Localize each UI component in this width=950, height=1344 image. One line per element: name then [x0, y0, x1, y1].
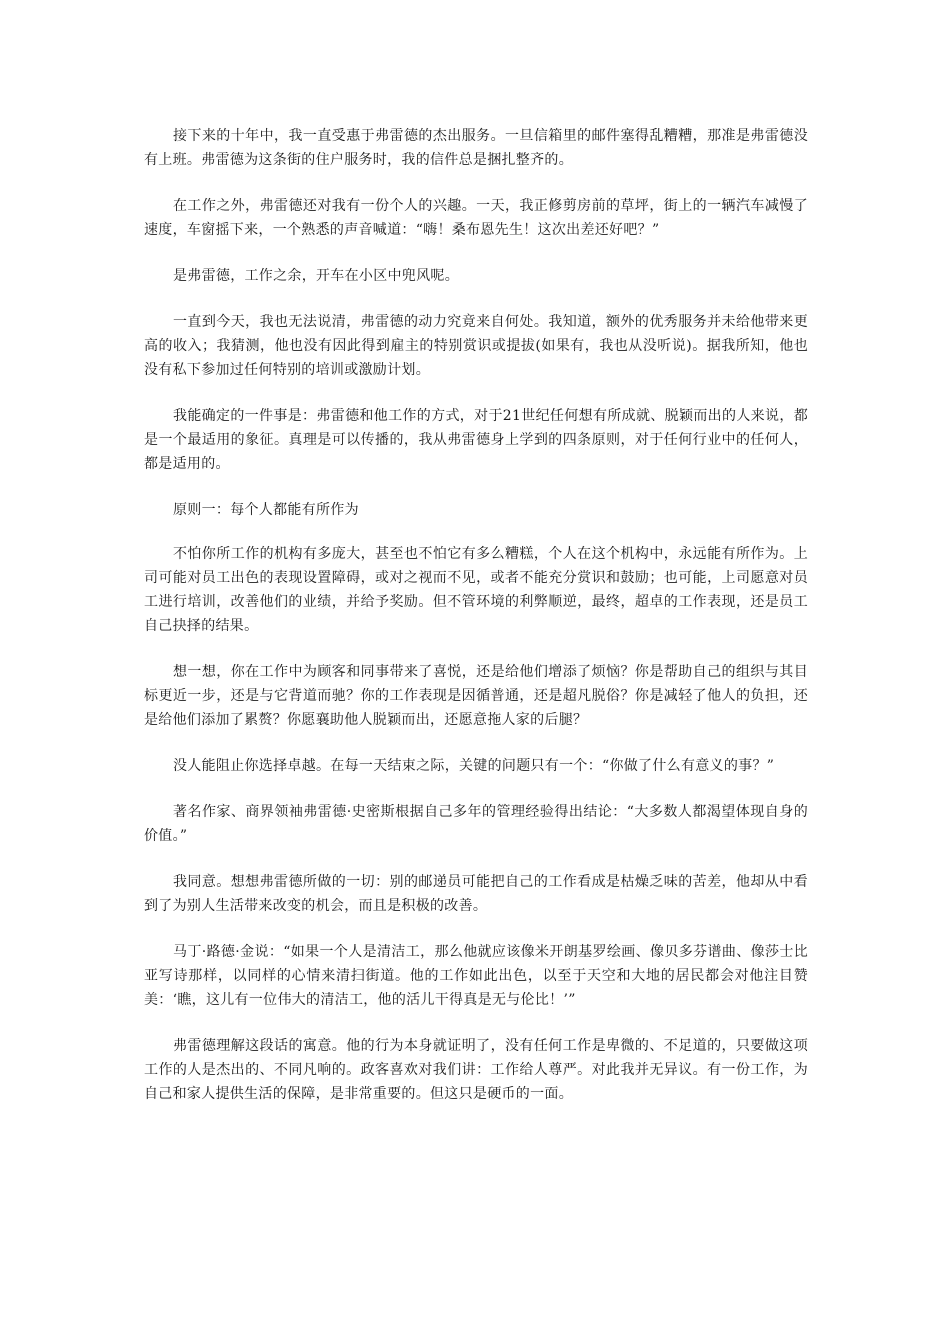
paragraph: 接下来的十年中，我一直受惠于弗雷德的杰出服务。一旦信箱里的邮件塞得乱糟糟，那准是弗雷德没有上班。弗雷德为这条街的住户服务时，我的信件总是捆扎整齐的。 — [144, 128, 808, 168]
paragraph: 在工作之外，弗雷德还对我有一份个人的兴趣。一天，我正修剪房前的草坪，街上的一辆汽车减慢了速度，车窗摇下来，一个熟悉的声音喊道：“嗨！桑布恩先生！这次出差还好吧？” — [144, 198, 808, 238]
section-heading: 原则一：每个人都能有所作为 — [173, 502, 359, 518]
document-body — [144, 124, 808, 1128]
paragraph: 马丁·路德·金说：“如果一个人是清洁工，那么他就应该像米开朗基罗绘画、像贝多芬谱曲、像莎士比亚写诗那样，以同样的心情来清扫街道。他的工作如此出色，以至于天空和大地的居民都会对他注目赞美：‘瞧，这儿有一位伟大的清洁工，他的活儿干得真是无与伦比！’” — [144, 944, 808, 1008]
paragraph: 我能确定的一件事是：弗雷德和他工作的方式，对于21世纪任何想有所成就、脱颖而出的人来说，都是一个最适用的象征。真理是可以传播的，我从弗雷德身上学到的四条原则，对于任何行业中的任何人，都是适用的。 — [144, 408, 808, 472]
paragraph: 著名作家、商界领袖弗雷德·史密斯根据自己多年的管理经验得出结论：“大多数人都渴望体现自身的价值。” — [144, 804, 808, 844]
paragraph: 想一想，你在工作中为顾客和同事带来了喜悦，还是给他们增添了烦恼？你是帮助自己的组织与其目标更近一步，还是与它背道而驰？你的工作表现是因循普通，还是超凡脱俗？你是减轻了他人的负担，还是给他们添加了累赘？你愿襄助他人脱颖而出，还愿意拖人家的后腿？ — [144, 664, 808, 728]
paragraph: 一直到今天，我也无法说清，弗雷德的动力究竟来自何处。我知道，额外的优秀服务并未给他带来更高的收入；我猜测，他也没有因此得到雇主的特别赏识或提拔(如果有，我也从没听说)。据我所知，他也没有私下参加过任何特别的培训或激励计划。 — [144, 314, 808, 378]
paragraph: 弗雷德理解这段话的寓意。他的行为本身就证明了，没有任何工作是卑微的、不足道的，只要做这项工作的人是杰出的、不同凡响的。政客喜欢对我们讲：工作给人尊严。对此我并无异议。有一份工作，为自己和家人提供生活的保障，是非常重要的。但这只是硬币的一面。 — [144, 1038, 808, 1102]
paragraph: 不怕你所工作的机构有多庞大，甚至也不怕它有多么糟糕，个人在这个机构中，永远能有所作为。上司可能对员工出色的表现设置障碍，或对之视而不见，或者不能充分赏识和鼓励；也可能，上司愿意对员工进行培训，改善他们的业绩，并给予奖励。但不管环境的利弊顺逆，最终，超卓的工作表现，还是员工自己抉择的结果。 — [144, 546, 808, 634]
paragraph: 我同意。想想弗雷德所做的一切：别的邮递员可能把自己的工作看成是枯燥乏味的苦差，他却从中看到了为别人生活带来改变的机会，而且是积极的改善。 — [144, 874, 808, 914]
paragraph: 没人能阻止你选择卓越。在每一天结束之际，关键的问题只有一个：“你做了什么有意义的事？” — [173, 758, 775, 774]
paragraph: 是弗雷德，工作之余，开车在小区中兜风呢。 — [173, 268, 459, 284]
